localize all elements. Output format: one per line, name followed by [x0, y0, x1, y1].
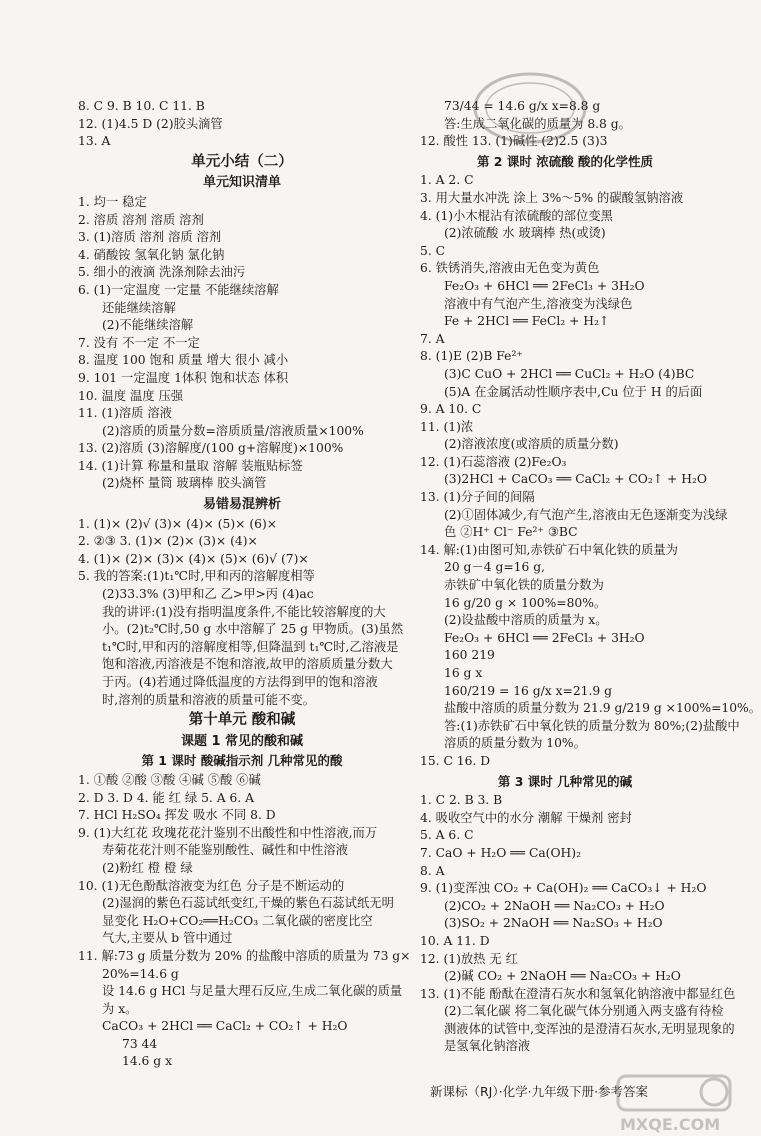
answer-line: 73 44	[122, 1036, 158, 1051]
answer-line: 13. (1)分子间的间隔	[420, 490, 535, 505]
answer-line: (2)①固体减少,有气泡产生,溶液由无色逐渐变为浅绿	[444, 507, 728, 522]
section-heading: 第 2 课时 浓硫酸 酸的化学性质	[476, 153, 654, 169]
answer-line: (2)浓硫酸 水 玻璃棒 热(或烫)	[444, 226, 606, 241]
answer-line: 5. 我的答案:(1)t₁℃时,甲和丙的溶解度相等	[78, 569, 315, 584]
answer-line: Fe₂O₃ + 6HCl ══ 2FeCl₃ + 3H₂O	[444, 630, 645, 645]
answer-line: 8. (1)E (2)B Fe²⁺	[420, 349, 523, 364]
answer-line: 2. ②③ 3. (1)× (2)× (3)× (4)×	[78, 534, 258, 549]
answer-line: (2)溶质的质量分数=溶质质量/溶液质量×100%	[102, 423, 364, 438]
answer-line: 测液体的试管中,变浑浊的是澄清石灰水,无明显现象的	[444, 1021, 735, 1036]
answer-line: Fe₂O₃ + 6HCl ══ 2FeCl₃ + 3H₂O	[444, 278, 645, 293]
answer-line: 是氢氧化钠溶液	[444, 1039, 531, 1054]
answer-line: 8. 温度 100 饱和 质量 增大 很小 减小	[78, 353, 289, 368]
answer-line: CaCO₃ + 2HCl ══ CaCl₂ + CO₂↑ + H₂O	[102, 1019, 348, 1034]
answer-line: 10. (1)无色酚酞溶液变为红色 分子是不断运动的	[78, 878, 345, 893]
answer-line: 20%=14.6 g	[102, 966, 179, 981]
answer-line: 9. A 10. C	[420, 402, 482, 417]
section-heading: 第十单元 酸和碱	[188, 712, 296, 729]
answer-line: 于丙。(4)若通过降低温度的方法得到甲的饱和溶液	[102, 675, 378, 689]
answer-line: 我的讲评:(1)没有指明温度条件,不能比较溶解度的大	[102, 604, 386, 619]
answer-line: 10. 温度 温度 压强	[78, 388, 184, 403]
answer-line: 4. (1)× (2)× (3)× (4)× (5)× (6)√ (7)×	[78, 551, 309, 566]
answer-line: 15. C 16. D	[420, 753, 491, 768]
watermark-logo	[610, 1070, 740, 1136]
answer-line: 5. C	[420, 243, 446, 258]
left-column	[78, 98, 411, 1071]
answer-line: 6. 铁锈消失,溶液由无色变为黄色	[420, 261, 600, 276]
answer-line: 16 g x	[444, 666, 483, 680]
answer-line: 12. (1)放热 无 红	[420, 951, 518, 966]
answer-line: 12. (1)石蕊溶液 (2)Fe₂O₃	[420, 454, 567, 469]
answer-line: (5)A 在金属活动性顺序表中,Cu 位于 H 的后面	[444, 384, 703, 399]
answer-line: 10. A 11. D	[420, 933, 490, 948]
section-heading: 单元知识清单	[202, 175, 281, 191]
answer-line: (2)CO₂ + 2NaOH ══ Na₂CO₃ + H₂O	[444, 898, 665, 913]
answer-line: 4. 吸收空气中的水分 潮解 干燥剂 密封	[420, 810, 632, 825]
answer-line: 16 g/20 g × 100%=80%。	[444, 595, 607, 610]
section-heading: 第 1 课时 酸碱指示剂 几种常见的酸	[141, 753, 343, 769]
answer-line: 160 219	[444, 648, 495, 663]
answer-line: 1. A 2. C	[420, 173, 474, 188]
answer-line: 160/219 = 16 g/x x=21.9 g	[444, 683, 613, 698]
answer-line: (2)粉红 橙 橙 绿	[102, 860, 193, 875]
answer-line: 1. 均一 稳定	[78, 194, 147, 209]
answer-line: 1. C 2. B 3. B	[420, 793, 503, 808]
section-heading: 课题 1 常见的酸和碱	[180, 733, 304, 749]
answer-line: 12. 酸性 13. (1)碱性 (2)2.5 (3)3	[420, 134, 608, 149]
section-heading: 易错易混辨析	[202, 497, 281, 513]
answer-line: 饱和溶液,丙溶液是不饱和溶液,故甲的溶质质量分数大	[102, 657, 393, 672]
answer-line: (2)不能继续溶解	[102, 318, 194, 333]
answer-line: 时,溶剂的质量和溶液的质量可能不变。	[102, 692, 315, 707]
answer-line: t₁℃时,甲和丙的溶解度相等,但降温到 t₁℃时,乙溶液是	[102, 639, 399, 654]
answer-line: 11. (1)溶质 溶液	[78, 406, 172, 421]
answer-line: 1. (1)× (2)√ (3)× (4)× (5)× (6)×	[78, 516, 278, 531]
answer-line: (2)碱 CO₂ + 2NaOH ══ Na₂CO₃ + H₂O	[444, 969, 681, 984]
answer-line: 6. (1)一定温度 一定量 不能继续溶解	[78, 282, 279, 297]
answer-line: 气大,主要从 b 管中通过	[102, 931, 233, 946]
answer-line: Fe + 2HCl ══ FeCl₂ + H₂↑	[444, 314, 610, 329]
answer-line: 7. HCl H₂SO₄ 挥发 吸水 不同 8. D	[78, 808, 276, 823]
answer-line: (3)SO₂ + 2NaOH ══ Na₂SO₃ + H₂O	[444, 916, 663, 931]
answer-line: 5. 细小的液滴 洗涤剂除去油污	[78, 265, 246, 280]
answer-line: 答:生成二氧化碳的质量为 8.8 g。	[444, 116, 631, 131]
answer-line: 14. 解:(1)由图可知,赤铁矿石中氧化铁的质量为	[420, 542, 678, 557]
section-heading: 单元小结（二）	[191, 153, 293, 170]
answer-line: 3. (1)溶质 溶剂 溶质 溶剂	[78, 230, 222, 245]
answer-line: 寿菊花花汁则不能鉴别酸性、碱性和中性溶液	[102, 843, 348, 858]
answer-line: 3. 用大量水冲洗 涂上 3%～5% 的碳酸氢钠溶液	[420, 190, 684, 205]
answer-line: 12. (1)4.5 D (2)胶头滴管	[78, 116, 223, 131]
answer-line: 2. D 3. D 4. 能 红 绿 5. A 6. A	[78, 790, 255, 805]
answer-line: 11. 解:73 g 质量分数为 20% 的盐酸中溶质的质量为 73 g×	[78, 948, 411, 963]
answer-line: 14.6 g x	[122, 1054, 173, 1069]
answer-line: 显变化 H₂O+CO₂══H₂CO₃ 二氧化碳的密度比空	[102, 913, 373, 928]
answer-line: 7. CaO + H₂O ══ Ca(OH)₂	[420, 845, 582, 860]
answer-line: 13. (2)溶质 (3)溶解度/(100 g+溶解度)×100%	[78, 441, 344, 456]
answer-line: 13. A	[78, 134, 111, 149]
answer-line: 5. A 6. C	[420, 828, 474, 843]
answer-line: (2)二氧化碳 将二氧化碳气体分别通入两支盛有待检	[444, 1004, 724, 1019]
answer-line: 溶液中有气泡产生,溶液变为浅绿色	[444, 296, 633, 311]
answer-line: 20 g－4 g=16 g,	[444, 560, 545, 575]
answer-line: (2)溶液浓度(或溶质的质量分数)	[444, 437, 619, 452]
answer-line: 8. C 9. B 10. C 11. B	[78, 99, 205, 113]
answer-line: 赤铁矿中氧化铁的质量分数为	[444, 578, 604, 593]
answer-line: 14. (1)计算 称量和量取 溶解 装瓶贴标签	[78, 458, 303, 473]
answer-line: 13. (1)不能 酚酞在澄清石灰水和氢氧化钠溶液中都显红色	[420, 986, 736, 1001]
answer-line: 9. 101 一定温度 1体积 饱和状态 体积	[78, 370, 289, 385]
section-heading: 第 3 课时 几种常见的碱	[497, 773, 633, 789]
answer-line: 9. (1)变浑浊 CO₂ + Ca(OH)₂ ══ CaCO₃↓ + H₂O	[420, 881, 707, 896]
answer-line: 色 ②H⁺ Cl⁻ Fe²⁺ ③BC	[444, 525, 578, 540]
answer-line: 为 x。	[102, 1001, 138, 1016]
answer-line: (3)C CuO + 2HCl ══ CuCl₂ + H₂O (4)BC	[444, 366, 695, 381]
answer-line: (2)湿润的紫色石蕊试纸变红,干燥的紫色石蕊试纸无明	[102, 896, 394, 911]
answer-line: 4. 硝酸铵 氢氧化钠 氯化钠	[78, 247, 225, 262]
answer-line: 4. (1)小木棍沾有浓硫酸的部位变黑	[420, 208, 613, 223]
answer-line: 设 14.6 g HCl 与足量大理石反应,生成二氧化碳的质量	[102, 984, 403, 999]
answer-line: (2)设盐酸中溶质的质量为 x。	[444, 613, 608, 628]
svg-text:MXQE.COM: MXQE.COM	[620, 1115, 721, 1134]
answer-line: 9. (1)大红花 玫瑰花花汁鉴别不出酸性和中性溶液,而万	[78, 825, 378, 840]
right-column	[420, 98, 761, 1056]
answer-line: 盐酸中溶质的质量分数为 21.9 g/219 g ×100%=10%。	[444, 701, 761, 716]
answer-line: 7. A	[420, 331, 445, 346]
answer-line: 答:(1)赤铁矿石中氧化铁的质量分数为 80%;(2)盐酸中	[444, 718, 740, 733]
page-footer: 新课标（RJ）·化学·九年级下册·参考答案	[430, 1084, 649, 1099]
answer-line: 73/44 = 14.6 g/x x=8.8 g	[444, 99, 601, 113]
answer-line: 2. 溶质 溶剂 溶质 溶剂	[78, 212, 204, 227]
answer-line: 11. (1)浓	[420, 419, 474, 434]
answer-line: 1. ①酸 ②酸 ③酸 ④碱 ⑤酸 ⑥碱	[78, 772, 261, 787]
answer-line: 小。(2)t₂℃时,50 g 水中溶解了 25 g 甲物质。(3)虽然	[102, 622, 404, 637]
stamp-mark	[470, 68, 590, 148]
answer-line: 溶质的质量分数为 10%。	[444, 736, 586, 751]
answer-line: (3)2HCl + CaCO₃ ══ CaCl₂ + CO₂↑ + H₂O	[444, 472, 707, 487]
answer-line: (2)烧杯 量筒 玻璃棒 胶头滴管	[102, 476, 267, 491]
answer-line: 8. A	[420, 863, 445, 878]
answer-line: 7. 没有 不一定 不一定	[78, 335, 200, 350]
answer-line: 还能继续溶解	[102, 300, 176, 315]
answer-line: (2)33.3% (3)甲和乙 乙>甲>丙 (4)ac	[102, 587, 314, 602]
